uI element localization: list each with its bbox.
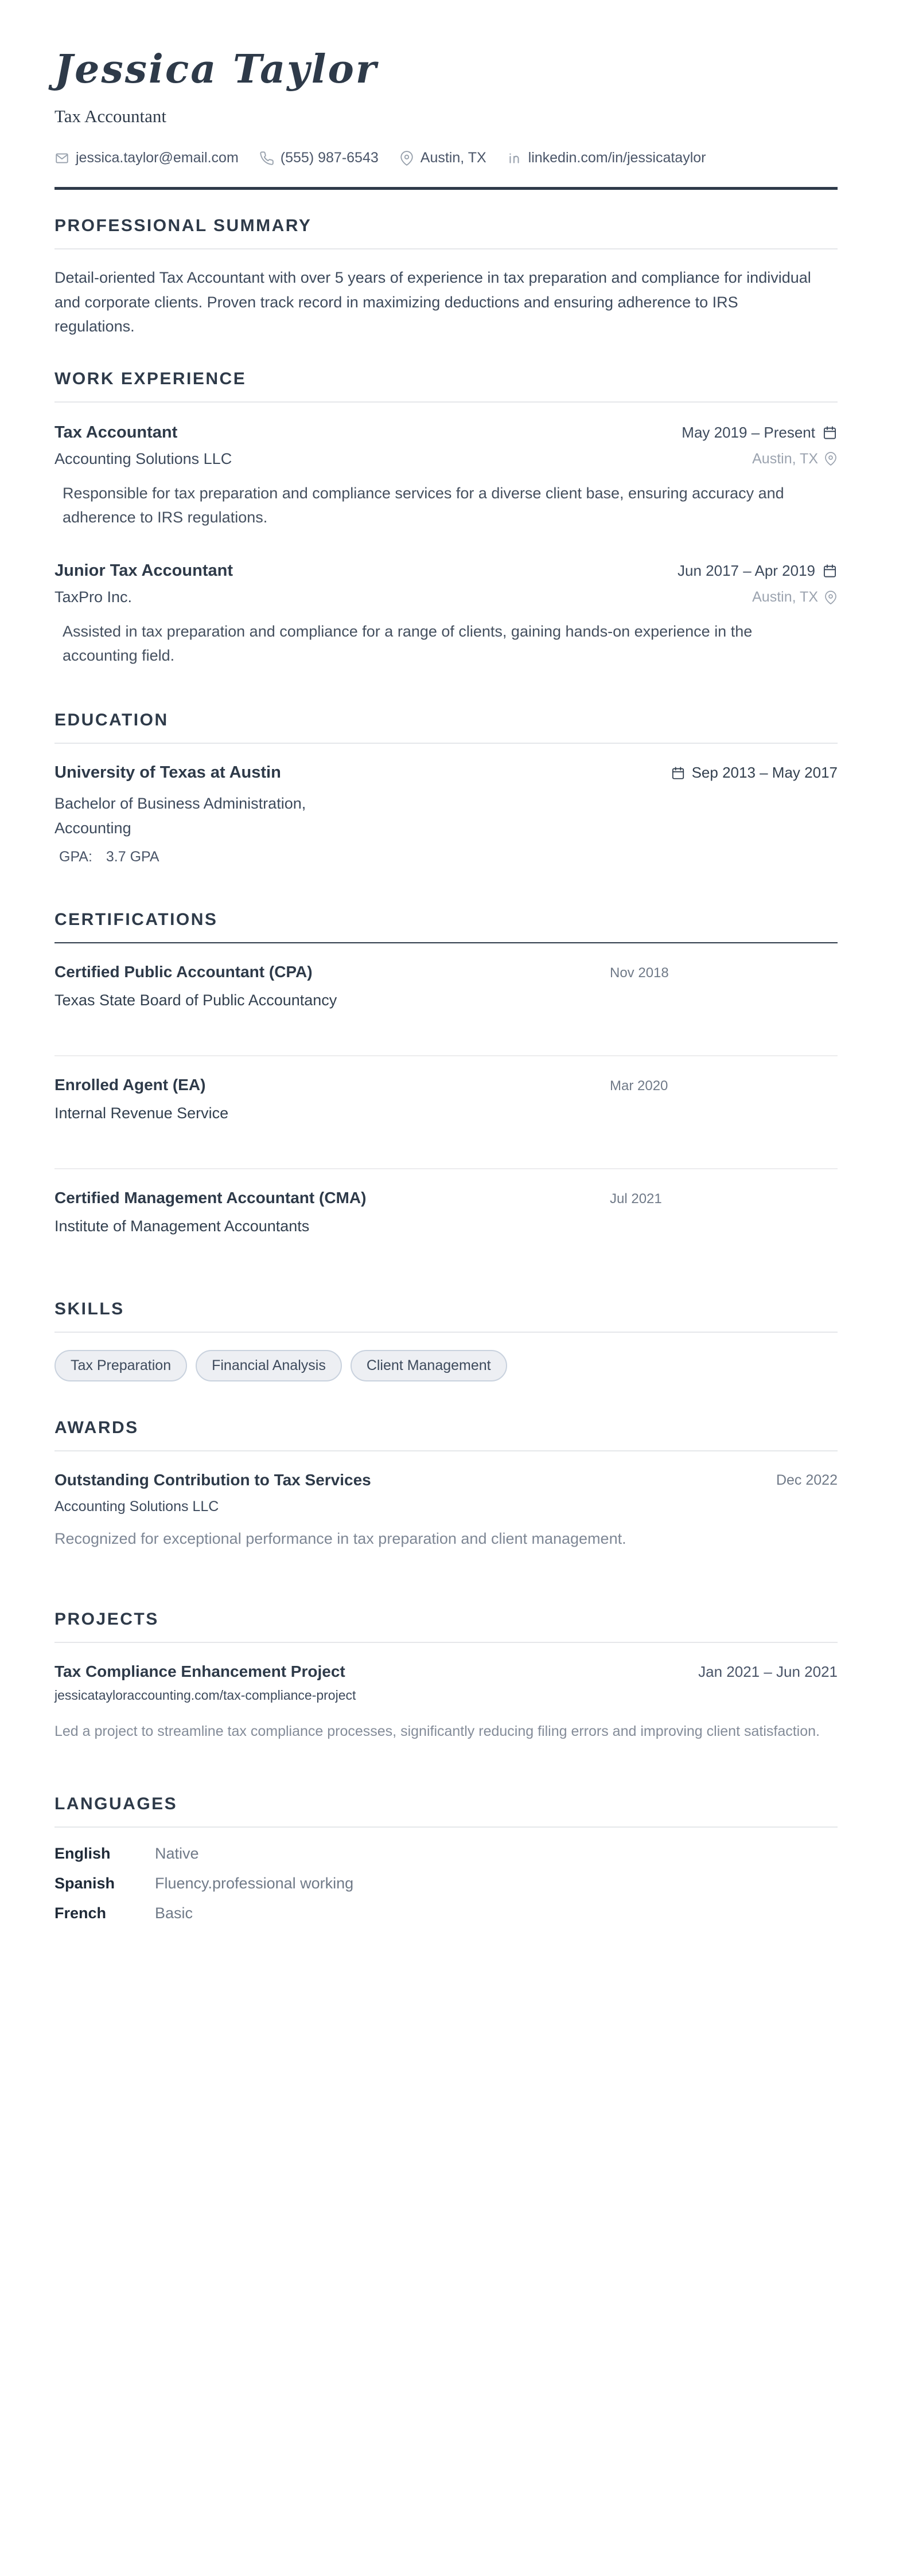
certification-date: Mar 2020 [610, 1078, 668, 1094]
section-languages [54, 1794, 838, 1922]
certification-name: Certified Management Accountant (CMA) [54, 1189, 367, 1207]
language-name: English [54, 1844, 111, 1862]
section-divider [54, 1642, 838, 1643]
resume-header [54, 46, 838, 190]
section-heading: PROJECTS [54, 1610, 159, 1629]
job-location [752, 451, 838, 467]
certification-name: Certified Public Accountant (CPA) [54, 963, 313, 981]
award-description: Recognized for exceptional performance in tax preparation and client management. [54, 1530, 626, 1548]
certification-divider [54, 1168, 838, 1169]
language-level: Fluency.professional working [155, 1874, 354, 1892]
skill-pills [54, 1350, 838, 1381]
job-title: Junior Tax Accountant [54, 561, 233, 580]
certification-name: Enrolled Agent (EA) [54, 1076, 206, 1094]
person-title: Tax Accountant [54, 106, 166, 127]
contact-email[interactable] [54, 150, 239, 166]
section-heading: SKILLS [54, 1299, 124, 1319]
company-name: TaxPro Inc. [54, 588, 133, 606]
section-divider [54, 401, 838, 403]
award-name: Outstanding Contribution to Tax Services [54, 1471, 371, 1489]
certification-entry [54, 1189, 838, 1235]
job-location-text: Austin, TX [752, 450, 818, 467]
job-description: Responsible for tax preparation and compliance services for a diverse client base, ensuring accuracy and adherence to IRS regulations. [63, 484, 784, 526]
section-divider [54, 248, 838, 249]
contact-email-text: jessica.taylor@email.com [76, 150, 239, 166]
work-entry [54, 561, 838, 668]
language-level: Native [155, 1844, 199, 1862]
section-professional-summary [54, 216, 838, 338]
gpa-value: 3.7 GPA [106, 849, 159, 865]
education-dates [671, 764, 838, 782]
language-list [54, 1845, 838, 1922]
section-education [54, 711, 838, 865]
person-name: Jessica Taylor [54, 46, 378, 92]
contact-linkedin[interactable] [507, 150, 706, 166]
award-issuer: Accounting Solutions LLC [54, 1498, 219, 1515]
section-heading: CERTIFICATIONS [54, 910, 218, 930]
school-name: University of Texas at Austin [54, 763, 281, 782]
job-location-text: Austin, TX [752, 589, 818, 606]
section-work-experience [54, 369, 838, 668]
contact-location [399, 150, 486, 166]
contact-phone-text: (555) 987-6543 [280, 150, 379, 166]
education-dates-text: Sep 2013 – May 2017 [691, 764, 838, 782]
project-url[interactable]: jessicatayloraccounting.com/tax-compliance-project [54, 1688, 356, 1703]
job-dates-text: Jun 2017 – Apr 2019 [678, 562, 815, 580]
section-heading: LANGUAGES [54, 1794, 178, 1813]
certification-date: Jul 2021 [610, 1191, 662, 1207]
job-description: Assisted in tax preparation and compliance for a range of clients, gaining hands-on experience in the accounting field. [63, 623, 753, 665]
job-location [752, 589, 838, 606]
skill-pill: Client Management [351, 1350, 507, 1381]
location-pin-icon [824, 452, 838, 466]
work-entry [54, 423, 838, 530]
section-heading: WORK EXPERIENCE [54, 369, 247, 388]
company-name: Accounting Solutions LLC [54, 450, 232, 467]
summary-text: Detail-oriented Tax Accountant with over 5 years of experience in tax preparation and compliance for individual and corporate clients. Proven track record in maximizing deductions and ensuring adherence to IRS regulations. [54, 269, 811, 335]
project-description: Led a project to streamline tax compliance processes, significantly reducing filing errors and improving client satisfaction. [54, 1723, 820, 1740]
award-entry [54, 1471, 838, 1548]
certification-issuer: Institute of Management Accountants [54, 1217, 310, 1235]
contact-phone[interactable] [259, 150, 379, 166]
job-title: Tax Accountant [54, 423, 178, 442]
skill-pill: Financial Analysis [196, 1350, 342, 1381]
project-entry [54, 1662, 838, 1744]
language-level: Basic [155, 1904, 193, 1922]
award-date: Dec 2022 [776, 1472, 838, 1488]
gpa-label: GPA: [59, 849, 92, 865]
contact-location-text: Austin, TX [420, 150, 486, 166]
contact-linkedin-text: linkedin.com/in/jessicataylor [528, 150, 706, 166]
calendar-icon [822, 425, 838, 440]
project-name: Tax Compliance Enhancement Project [54, 1662, 345, 1681]
gpa-row [54, 849, 838, 865]
project-dates: Jan 2021 – Jun 2021 [698, 1662, 838, 1680]
language-name: French [54, 1904, 107, 1922]
header-divider [54, 187, 838, 190]
linkedin-icon [507, 151, 522, 166]
section-projects [54, 1610, 838, 1744]
language-name: Spanish [54, 1874, 115, 1892]
section-heading: PROFESSIONAL SUMMARY [54, 216, 312, 236]
section-divider [54, 1826, 838, 1828]
language-row [54, 1904, 838, 1922]
education-entry [54, 763, 838, 865]
section-awards [54, 1418, 838, 1548]
language-row [54, 1875, 838, 1892]
job-dates-text: May 2019 – Present [682, 423, 815, 441]
section-divider [54, 1450, 838, 1451]
certification-date: Nov 2018 [610, 965, 669, 981]
degree: Bachelor of Business Administration, Accounting [54, 795, 306, 837]
calendar-icon [822, 563, 838, 579]
section-divider [54, 1332, 838, 1333]
certification-issuer: Texas State Board of Public Accountancy [54, 992, 337, 1009]
section-heading: AWARDS [54, 1418, 139, 1438]
section-heading: EDUCATION [54, 711, 169, 730]
certification-issuer: Internal Revenue Service [54, 1104, 229, 1122]
email-icon [54, 151, 69, 166]
language-row [54, 1845, 838, 1863]
location-icon [399, 151, 414, 166]
location-pin-icon [824, 591, 838, 604]
phone-icon [259, 151, 274, 166]
section-divider-dark [54, 942, 838, 943]
job-dates [682, 424, 838, 442]
calendar-icon [671, 766, 686, 780]
contact-row [54, 150, 838, 166]
section-skills [54, 1299, 838, 1381]
section-certifications [54, 910, 838, 1235]
certification-entry [54, 963, 838, 1009]
section-divider [54, 743, 838, 744]
skill-pill: Tax Preparation [54, 1350, 187, 1381]
certification-divider [54, 1055, 838, 1056]
certification-entry [54, 1076, 838, 1122]
job-dates [678, 562, 838, 580]
